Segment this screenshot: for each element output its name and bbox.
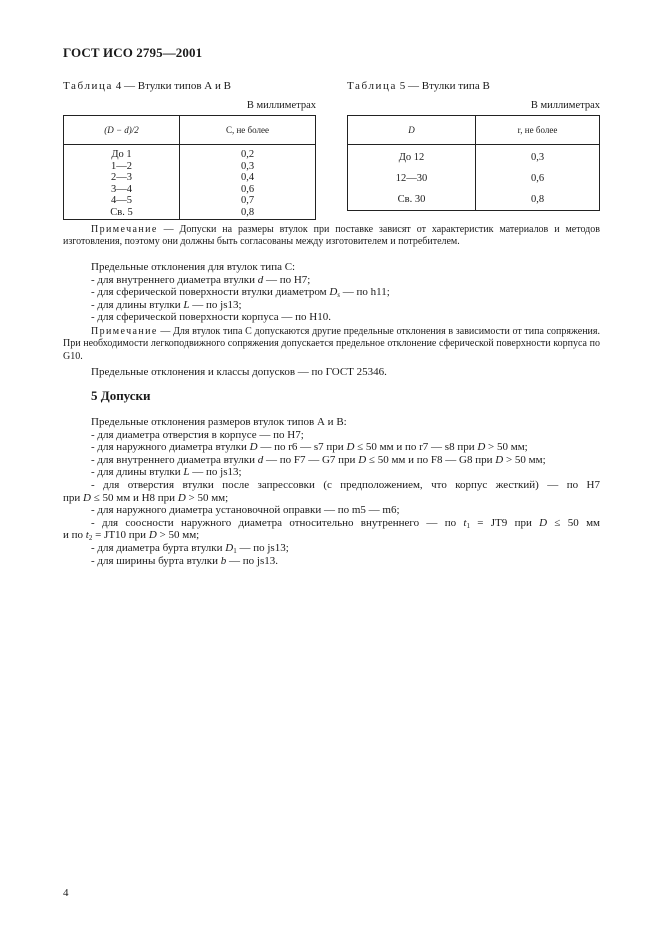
table-row [348,189,600,211]
table5-cell: 12—30 [348,168,476,189]
table4-cell: До 1 [64,145,180,161]
note-text: — Допуски на размеры втулок при поставке зависят от характеристик материалов и методов изготовления, поэтому они должны быть согласованы между изготовителем и потребителем. [63,224,600,248]
list-item: - для сферической поверхности корпуса — по Н10. [91,311,332,324]
list-item: - для соосности наружного диаметра относительно внутреннего — по $t_1 = JT9$ при D ≤ 50 мм [91,516,600,530]
table4-col1-header: (D − d)/2 [64,116,180,145]
table5-cell: 0,8 [476,189,600,211]
list-item: - для диаметра отверстия в корпусе — по Н7; [91,428,304,441]
table-row [64,145,316,161]
table4-cell: 0,7 [180,195,316,207]
table4-cell: 2—3 [64,172,180,184]
list-item: - для наружного диаметра втулки D — по r6 — s7 при D ≤ 50 мм и по r7 — s8 при D > 50 мм; [91,441,528,454]
table4-cell: 1—2 [64,161,180,173]
table4-cell: 0,2 [180,145,316,161]
document-header: ГОСТ ИСО 2795—2001 [63,45,203,60]
list-item-continuation: при D ≤ 50 мм и Н8 при D > 50 мм; [63,491,229,504]
list-item: - для ширины бурта втулки b — по js13. [91,554,278,567]
table4-cell: 4—5 [64,195,180,207]
section5-body [63,416,600,567]
list-item-continuation: и по $t_2 = JT10$ при D > 50 мм; [63,529,200,543]
table5-unit: В миллиметрах [530,100,600,111]
table4-caption-prefix: Таблица [63,80,113,92]
table4-cell: 3—4 [64,184,180,196]
note-lead: Примечание [91,224,158,235]
table4-cell: Св. 5 [64,207,180,219]
table5-caption-text: 5 — Втулки типа В [397,80,490,92]
table5-caption [347,80,490,92]
section5-intro: Предельные отклонения размеров втулок типов А и В: [91,416,347,428]
table5 [347,115,600,211]
table4-caption-text: 4 — Втулки типов А и В [113,80,231,92]
table4 [63,115,316,220]
table4-cell: 0,6 [180,184,316,196]
table-row [64,195,316,207]
table4-cell: 0,3 [180,161,316,173]
table-row [64,172,316,184]
table4-unit: В миллиметрах [246,100,316,111]
classes-line: Предельные отклонения и классы допусков — по ГОСТ 25346. [91,366,387,378]
table-row [348,168,600,189]
list-item: - для сферической поверхности втулки диаметром $D_s$ — по h11; [91,286,390,300]
section-title: 5 Допуски [91,388,151,403]
list-item: - для длины втулки L — по js13; [91,298,242,311]
table5-cell: Св. 30 [348,189,476,211]
note-typec [63,326,600,363]
table5-caption-prefix: Таблица [347,80,397,92]
table-row [348,145,600,169]
list-item: - для отверстия втулки после запрессовки (с предположением, что корпус жесткий) — по Н7 [91,478,600,491]
table4-cell: 0,8 [180,207,316,219]
typec-deviations [63,261,600,324]
table5-cell: 0,6 [476,168,600,189]
note-tolerances [63,224,600,249]
table4-col2-header: C, не более [180,116,316,145]
page-number: 4 [63,887,69,899]
table5-col2-header: r, не более [476,116,600,145]
list-item: - для внутреннего диаметра втулки d — по F7 — G7 при D ≤ 50 мм и по F8 — G8 при D > 50 мм; [91,453,546,466]
list-item: - для диаметра бурта втулки $D_1$ — по js13; [91,541,289,555]
table4-caption [63,80,231,92]
note-lead: Примечание [91,326,158,337]
table-row [64,161,316,173]
table5-cell: До 12 [348,145,476,169]
list-item: - для внутреннего диаметра втулки d — по Н7; [91,273,311,286]
list-item: - для длины втулки L — по js13; [91,466,242,479]
list-item: - для наружного диаметра установочной оправки — по m5 — m6; [91,504,400,517]
table-row [64,184,316,196]
table5-cell: 0,3 [476,145,600,169]
table4-cell: 0,4 [180,172,316,184]
table-row [64,207,316,219]
note-text: — Для втулок типа С допускаются другие предельные отклонения в зависимости от типа сопряжения. При необходимости легкоподвижного сопряжения допускается предельное отклонение сферической поверхности корпуса по G10. [63,326,600,362]
table5-col1-header: D [348,116,476,145]
typec-intro: Предельные отклонения для втулок типа С: [91,261,296,273]
